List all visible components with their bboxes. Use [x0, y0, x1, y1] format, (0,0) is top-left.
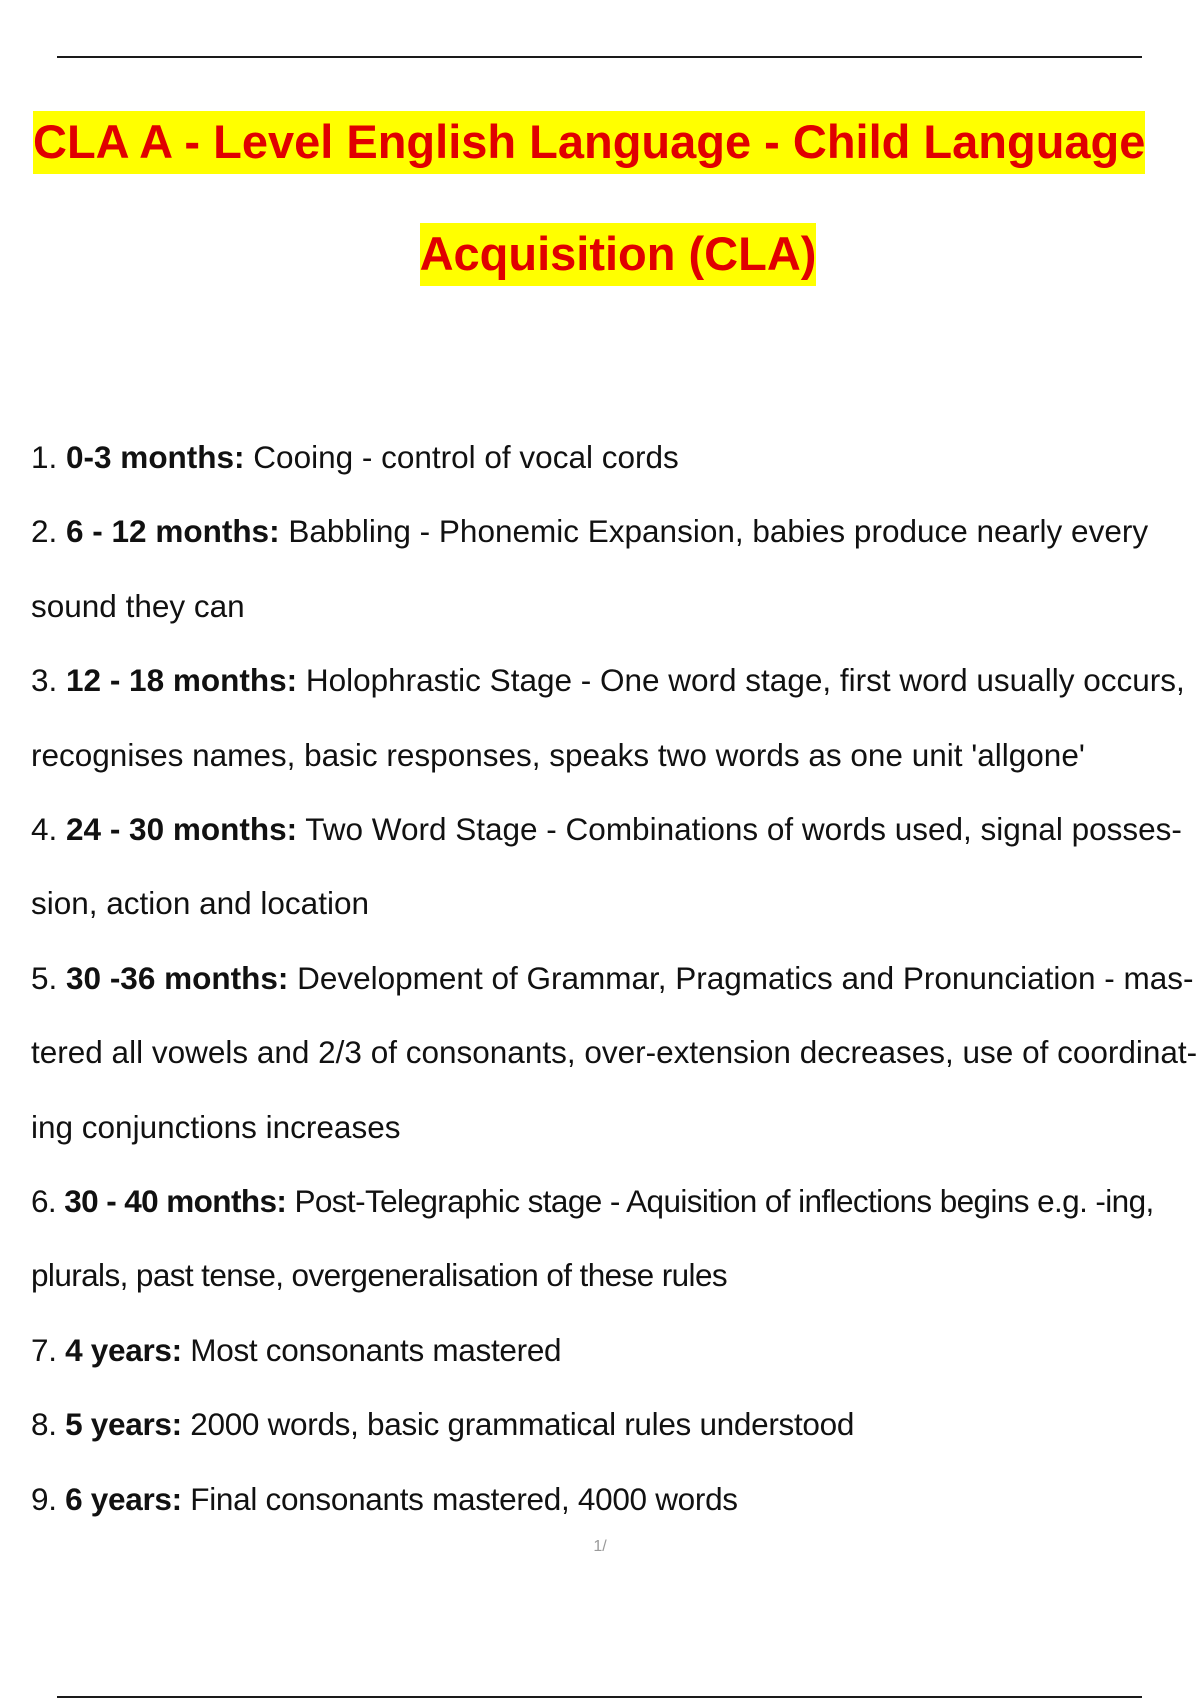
- list-item: [31, 1462, 1200, 1536]
- item-text: 2000 words, basic grammatical rules understood: [181, 1406, 855, 1443]
- item-age: 6 - 12 months:: [66, 513, 280, 550]
- bottom-rule: [57, 1696, 1142, 1698]
- item-text: Most consonants mastered: [181, 1331, 562, 1368]
- list-item-continuation: [31, 1238, 1200, 1312]
- list-item-continuation: [31, 866, 1200, 940]
- item-text: sound they can: [31, 587, 245, 624]
- list-item-continuation: [31, 718, 1200, 792]
- item-text: recognises names, basic responses, speaks two words as one unit 'allgone': [31, 736, 1085, 773]
- item-text: Cooing - control of vocal cords: [244, 439, 679, 475]
- item-age: 0-3 months:: [66, 439, 245, 475]
- list-item: [31, 1164, 1200, 1238]
- list-item: [31, 792, 1200, 866]
- list-item: [31, 643, 1200, 717]
- item-age: 4 years:: [65, 1331, 182, 1368]
- item-age: 12 - 18 months:: [66, 662, 298, 699]
- item-text: sion, action and location: [31, 885, 369, 922]
- item-age: 5 years:: [65, 1406, 182, 1443]
- item-number: 6.: [31, 1183, 65, 1220]
- item-text: plurals, past tense, overgeneralisation of these rules: [31, 1257, 728, 1294]
- document-title-line-2: [18, 226, 1200, 281]
- item-text: Final consonants mastered, 4000 words: [181, 1480, 738, 1517]
- title-highlight: Acquisition (CLA): [420, 223, 817, 286]
- item-text: Post-Telegraphic stage - Aquisition of inflections begins e.g. -ing,: [286, 1183, 1154, 1220]
- item-number: 2.: [31, 513, 67, 550]
- item-number: 4.: [31, 811, 67, 848]
- list-item: [31, 941, 1200, 1015]
- list-item: [31, 494, 1200, 568]
- page-number: 1/: [593, 1538, 607, 1555]
- item-text: ing conjunctions increases: [31, 1108, 401, 1145]
- top-rule: [57, 56, 1142, 58]
- item-number: 8.: [31, 1406, 66, 1443]
- item-number: 3.: [31, 662, 67, 699]
- item-age: 6 years:: [65, 1480, 182, 1517]
- list-item: [31, 420, 1200, 494]
- item-text: tered all vowels and 2/3 of consonants, over-extension decreases, use of coordinat-: [31, 1034, 1198, 1071]
- item-number: 1.: [31, 439, 67, 475]
- title-highlight: CLA A - Level English Language - Child Language: [33, 111, 1145, 174]
- item-text: Holophrastic Stage - One word stage, first word usually occurs,: [297, 662, 1185, 699]
- development-stages-list: [31, 420, 1200, 1536]
- item-number: 7.: [31, 1331, 66, 1368]
- list-item: [31, 1313, 1200, 1387]
- item-age: 24 - 30 months:: [66, 811, 298, 848]
- item-age: 30 -36 months:: [66, 959, 289, 996]
- list-item: [31, 1387, 1200, 1461]
- item-text: Development of Grammar, Pragmatics and Pronunciation - mas-: [288, 959, 1194, 996]
- item-text: Babbling - Phonemic Expansion, babies produce nearly every: [279, 513, 1149, 550]
- list-item-continuation: [31, 1090, 1200, 1164]
- item-age: 30 - 40 months:: [64, 1183, 287, 1220]
- list-item-continuation: [31, 1015, 1200, 1089]
- item-number: 9.: [31, 1480, 66, 1517]
- item-number: 5.: [31, 959, 67, 996]
- item-text: Two Word Stage - Combinations of words used, signal posses-: [297, 811, 1182, 848]
- list-item-continuation: [31, 569, 1200, 643]
- document-title-line-1: [33, 114, 1200, 169]
